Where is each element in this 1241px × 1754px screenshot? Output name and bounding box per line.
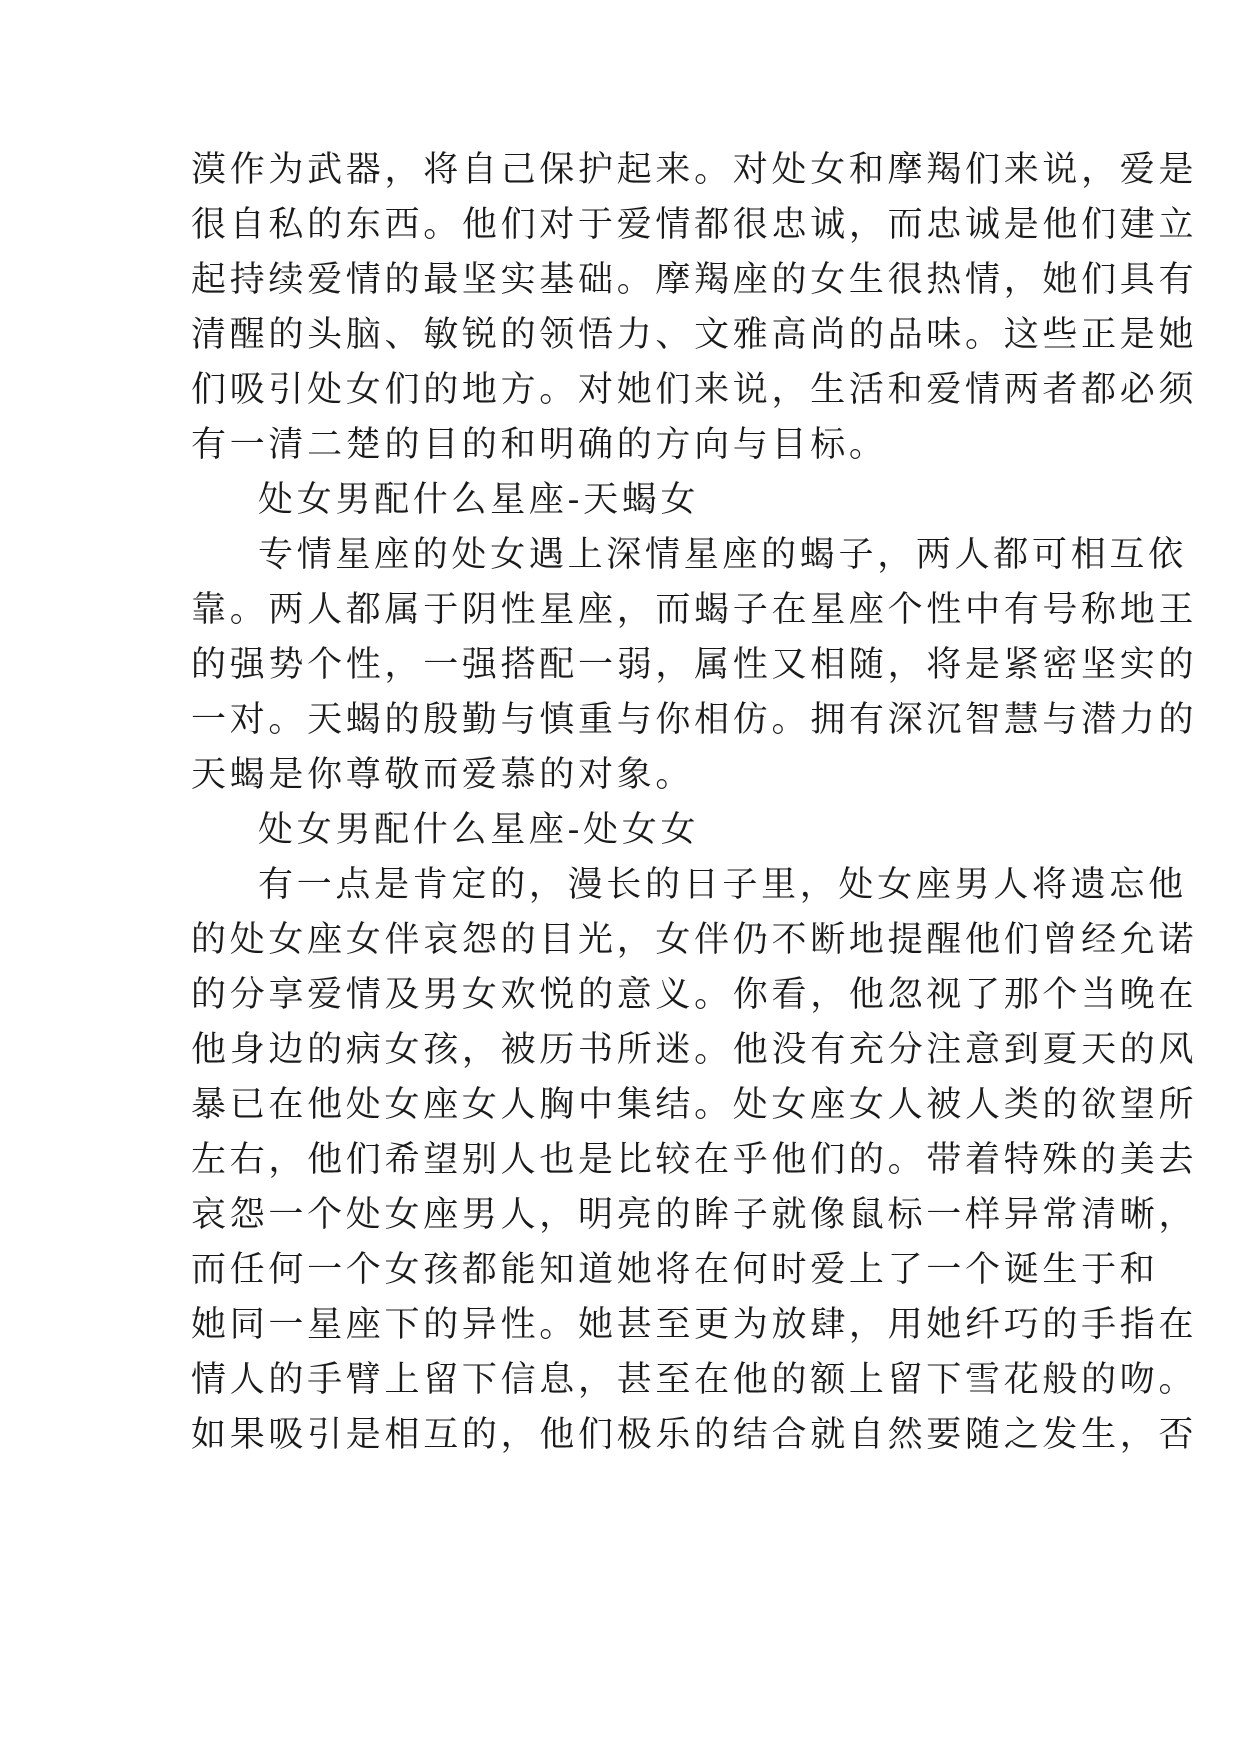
- body-line: 哀怨一个处女座男人，明亮的眸子就像鼠标一样异常清晰，: [191, 1195, 1198, 1235]
- body-line: 如果吸引是相互的，他们极乐的结合就自然要随之发生，否: [191, 1415, 1198, 1455]
- body-line: 清醒的头脑、敏锐的领悟力、文雅高尚的品味。这些正是她: [191, 315, 1198, 355]
- body-line: 们吸引处女们的地方。对她们来说，生活和爱情两者都必须: [191, 370, 1198, 410]
- body-line: 的分享爱情及男女欢悦的意义。你看，他忽视了那个当晚在: [191, 975, 1198, 1015]
- section-heading: 处女男配什么星座-处女女: [258, 810, 700, 850]
- body-line: 一对。天蝎的殷勤与慎重与你相仿。拥有深沉智慧与潜力的: [191, 700, 1198, 740]
- body-line: 有一清二楚的目的和明确的方向与目标。: [191, 425, 888, 465]
- body-line: 天蝎是你尊敬而爱慕的对象。: [191, 755, 695, 795]
- body-line: 情人的手臂上留下信息，甚至在他的额上留下雪花般的吻。: [191, 1360, 1198, 1400]
- body-line: 她同一星座下的异性。她甚至更为放肆，用她纤巧的手指在: [191, 1305, 1198, 1345]
- section-heading: 处女男配什么星座-天蝎女: [258, 480, 700, 520]
- body-line: 而任何一个女孩都能知道她将在何时爱上了一个诞生于和: [191, 1250, 1159, 1290]
- body-line: 靠。两人都属于阴性星座，而蝎子在星座个性中有号称地王: [191, 590, 1198, 630]
- body-line: 专情星座的处女遇上深情星座的蝎子，两人都可相互依: [258, 535, 1187, 575]
- body-line: 他身边的病女孩，被历书所迷。他没有充分注意到夏天的风: [191, 1030, 1198, 1070]
- body-line: 左右，他们希望别人也是比较在乎他们的。带着特殊的美去: [191, 1140, 1198, 1180]
- body-line: 的强势个性，一强搭配一弱，属性又相随，将是紧密坚实的: [191, 645, 1198, 685]
- body-line: 暴已在他处女座女人胸中集结。处女座女人被人类的欲望所: [191, 1085, 1198, 1125]
- body-line: 很自私的东西。他们对于爱情都很忠诚，而忠诚是他们建立: [191, 205, 1198, 245]
- body-line: 起持续爱情的最坚实基础。摩羯座的女生很热情，她们具有: [191, 260, 1198, 300]
- body-line: 有一点是肯定的，漫长的日子里，处女座男人将遗忘他: [258, 865, 1187, 905]
- body-line: 的处女座女伴哀怨的目光，女伴仍不断地提醒他们曾经允诺: [191, 920, 1198, 960]
- body-line: 漠作为武器，将自己保护起来。对处女和摩羯们来说，爱是: [191, 150, 1198, 190]
